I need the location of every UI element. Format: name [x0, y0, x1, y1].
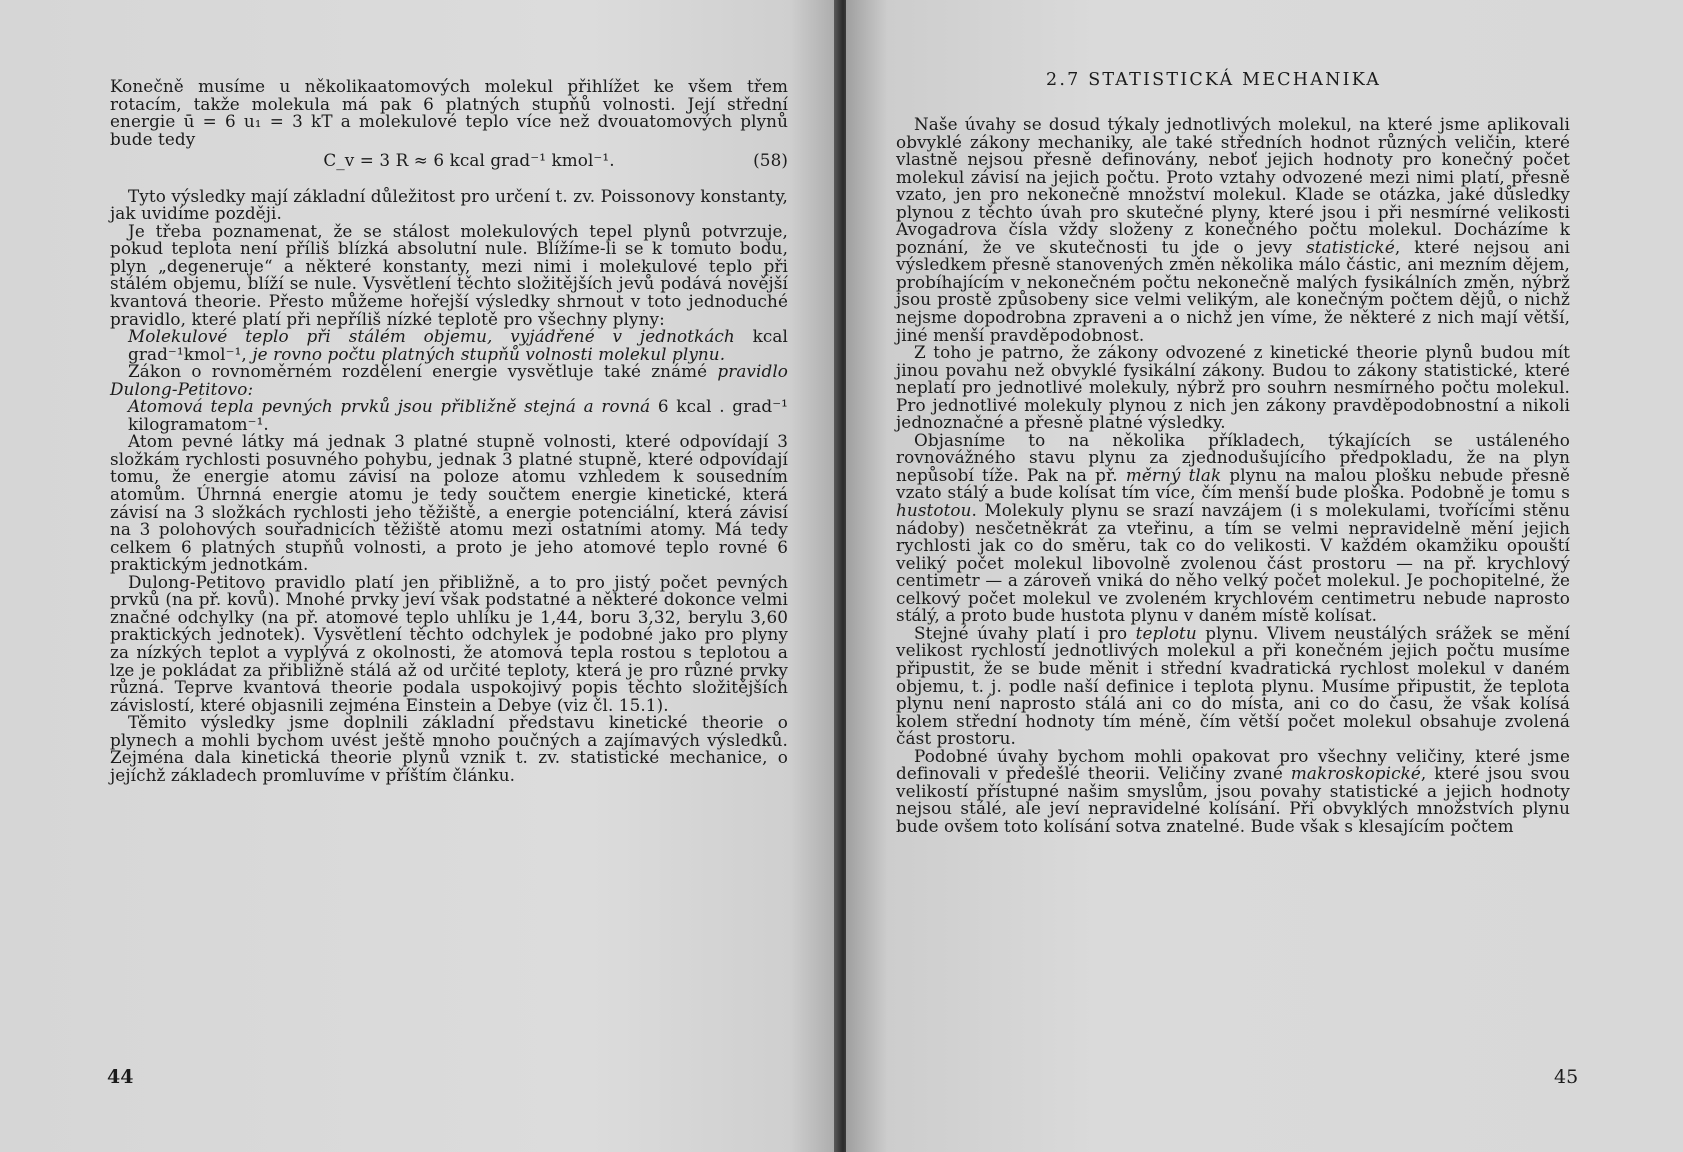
emphasis: makroskopické	[1290, 763, 1421, 784]
emphasis: teplotu	[1135, 622, 1197, 643]
page-number: 44	[107, 1066, 134, 1088]
paragraph-text: plynu na malou plošku nebude přesně vzato stálý a bude kolísat tím více, čím menší bude ploška. Podobně je tomu s	[896, 464, 1571, 503]
rule-molecular-heat	[110, 328, 788, 363]
left-page-body	[110, 78, 788, 784]
page-number: 45	[1554, 1066, 1579, 1088]
emphasis: statistické	[1306, 236, 1395, 257]
paragraph	[896, 622, 1571, 749]
paragraph-text: Objasníme to na několika příkladech, týkajících se ustáleného rovnovážného stavu plynu za zjednodušujícího předpokladu, že na plyn nepůsobí tíže. Pak na př.	[896, 429, 1570, 485]
law-name: pravidlo Dulong-Petitovo:	[110, 361, 788, 399]
paragraph: Je třeba poznamenat, že se stálost molekulových tepel plynů potvrzuje, pokud teplota není příliš blízká absolutní nule. Blížíme-li se k tomuto bodu, plyn „degeneruje“ a některé konstanty, mezi nimi i molekulové teplo při stálém objemu, blíží se nule. Vysvětlení těchto složitějších jevů podává novější kvantová theorie. Přesto můžeme hořejší výsledky shrnout v toto jednoduché pravidlo, které platí při nepříliš nízké teplotě pro všechny plyny:	[110, 220, 788, 329]
rule-text-continued: je rovno počtu platných stupňů volnosti molekul plynu.	[252, 343, 726, 364]
paragraph-text: Zákon o rovnoměrném rozdělení energie vysvětluje také známé	[128, 361, 708, 382]
rule-unit: kcal grad⁻¹kmol⁻¹,	[128, 326, 788, 364]
paragraph: Atom pevné látky má jednak 3 platné stupně volnosti, které odpovídají 3 složkám rychlosti posuvného pohybu, jednak 3 platné stupně, které odpovídají tomu, že energie atomu závisí na poloze atomu vzhledem k sousedním atomům. Úhrnná energie atomu je tedy součtem energie kinetické, která závisí na 3 složkách rychlosti jeho těžiště, a energie potenciální, která závisí na 3 polohových souřadnicích těžiště atomu mezi ostatními atomy. Má tedy celkem 6 platných stupňů volnosti, a proto je jeho atomové teplo rovné 6 praktickým jednotkám.	[110, 431, 788, 575]
paragraph-text: , které jsou svou velikostí přístupné našim smyslům, jsou povahy statistické a jejich hodnoty nejsou stálé, ale jeví nepravidelné kolísání. Při obvyklých množstvích plynu bude ovšem toto kolísání sotva znatelné. Bude však s klesajícím počtem	[896, 763, 1570, 836]
paragraph	[896, 116, 1570, 344]
emphasis: měrný tlak	[1125, 464, 1222, 485]
paragraph-text: . Molekuly plynu se srazí navzájem (i s molekulami, tvořícími stěnu nádoby) nesčetněkrát za vteřinu, a tím se velmi nepravidelně mění jejich rychlosti jak co do směru, tak co do velikosti. V každém okamžiku opouští veliký počet molekul libovolně zvolenou část prostoru — na př. krychlový centimetr — a zároveň vniká do něho velký počet molekul. Je pochopitelné, že celkový počet molekul ve zvoleném krychlovém centimetru nebude naprosto stálý, a proto bude hustota plynu v daném místě kolísat.	[896, 500, 1570, 626]
paragraph	[110, 363, 788, 398]
rule-text: Molekulové teplo při stálém objemu, vyjádřené v jednotkách	[128, 326, 735, 347]
paragraph-text: , které nejsou ani výsledkem přesně stanovených změn několika málo částic, ani mezním dějem, probíhajícím v nekonečném počtu nekonečně malých fysikálních změn, nýbrž jsou prostě způsobeny sice velmi velikým, ale konečným počtem dějů, o nichž nejsme dopodrobna zpraveni a o nichž jen víme, že některé z nich mají větší, jiné menší pravděpodobnost.	[896, 236, 1570, 345]
rule-unit: 6 kcal . grad⁻¹ kilogramatom⁻¹.	[128, 396, 789, 434]
paragraph: Z toho je patrno, že zákony odvozené z kinetické theorie plynů budou mít jinou povahu než obvyklé fysikální zákony. Budou to zákony statistické, které neplatí pro jednotlivé molekuly, nýbrž pro souhrn nesmírného počtu molekul. Pro jednotlivé molekuly plynou z nich jen zákony pravděpodobnostní a nikoli jednoznačné a přesně platné výsledky.	[896, 342, 1570, 433]
paragraph-text: Podobné úvahy bychom mohli opakovat pro všechny veličiny, které jsme definovali v předešlé theorii. Veličiny zvané	[896, 745, 1570, 784]
paragraph: Těmito výsledky jsme doplnili základní představu kinetické theorie o plynech a mohli bychom uvést ještě mnoho poučných a zajímavých výsledků. Zejména dala kinetická theorie plynů vznik t. zv. statistické mechanice, o jejíchž základech promluvíme v příštím článku.	[110, 712, 788, 785]
equation-number: (58)	[753, 150, 788, 171]
paragraph: Tyto výsledky mají základní důležitost pro určení t. zv. Poissonovy konstanty, jak uvidíme později.	[110, 185, 788, 224]
paragraph: Konečně musíme u několikaatomových molekul přihlížet ke všem třem rotacím, takže molekula má pak 6 platných stupňů volnosti. Její střední energie ū = 6 u₁ = 3 kT a molekulové teplo více než dvouatomových plynů bude tedy	[110, 76, 788, 149]
paragraph-text: Stejné úvahy platí i pro	[914, 622, 1128, 643]
paragraph-text: plynu. Vlivem neustálých srážek se mění velikost rychlostí jednotlivých molekul a při konečném jejich počtu musíme připustit, že se bude měnit i střední kvadratická rychlost molekul v daném objemu, t. j. podle naší definice i teplota plynu. Musíme připustit, že teplota plynu není naprosto stálá ani co do místa, ani co do času, že však kolísá kolem střední hodnoty tím méně, čím větší počet molekul obsahuje zvolená část prostoru.	[896, 622, 1571, 749]
equation-58	[110, 152, 788, 170]
right-page-body	[896, 116, 1570, 835]
paragraph	[896, 745, 1570, 836]
right-page	[846, 0, 1683, 1152]
paragraph: Dulong-Petitovo pravidlo platí jen přibližně, a to pro jistý počet pevných prvků (na př. kovů). Mnohé prvky jeví však podstatné a některé dokonce velmi značné odchylky (na př. atomové teplo uhlíku je 1,44, boru 3,32, berylu 3,60 praktických jednotek). Vysvětlení těchto odchylek je podobné jako pro plyny za nízkých teplot a vyplývá z okolnosti, že atomová tepla rostou s teplotou a lze je pokládat za přibližně stálá až od určité teploty, která je pro různé prvky různá. Teprve kvantová theorie podala uspokojivý popis těchto složitějších závislostí, které objasnili zejména Einstein a Debye (viz čl. 15.1).	[110, 571, 788, 715]
left-page	[0, 0, 840, 1152]
rule-dulong-petit	[110, 398, 788, 433]
paragraph-text: Naše úvahy se dosud týkaly jednotlivých molekul, na které jsme aplikovali obvyklé zákony mechaniky, ale také středních hodnot různých veličin, které vlastně nejsou přesně definovány, neboť jejich hodnoty pro konečný počet molekul závisí na jejich počtu. Proto vztahy odvozené mezi nimi platí, přesně vzato, jen pro nekonečně množství molekul. Klade se otázka, jaké důsledky plynou z těchto úvah pro skutečné plyny, které jsou i při nesmírné velikosti Avogadrova čísla vždy složeny z konečného počtu molekul. Docházíme k poznání, že ve skutečnosti tu jde o jevy	[896, 114, 1570, 257]
emphasis: hustotou	[896, 500, 972, 521]
rule-text: Atomová tepla pevných prvků jsou přibližně stejná a rovná	[128, 396, 651, 417]
paragraph	[896, 429, 1571, 626]
equation-body: C_v = 3 R ≈ 6 kcal grad⁻¹ kmol⁻¹.	[323, 150, 615, 171]
section-heading: 2.7 STATISTICKÁ MECHANIKA	[1046, 70, 1382, 90]
